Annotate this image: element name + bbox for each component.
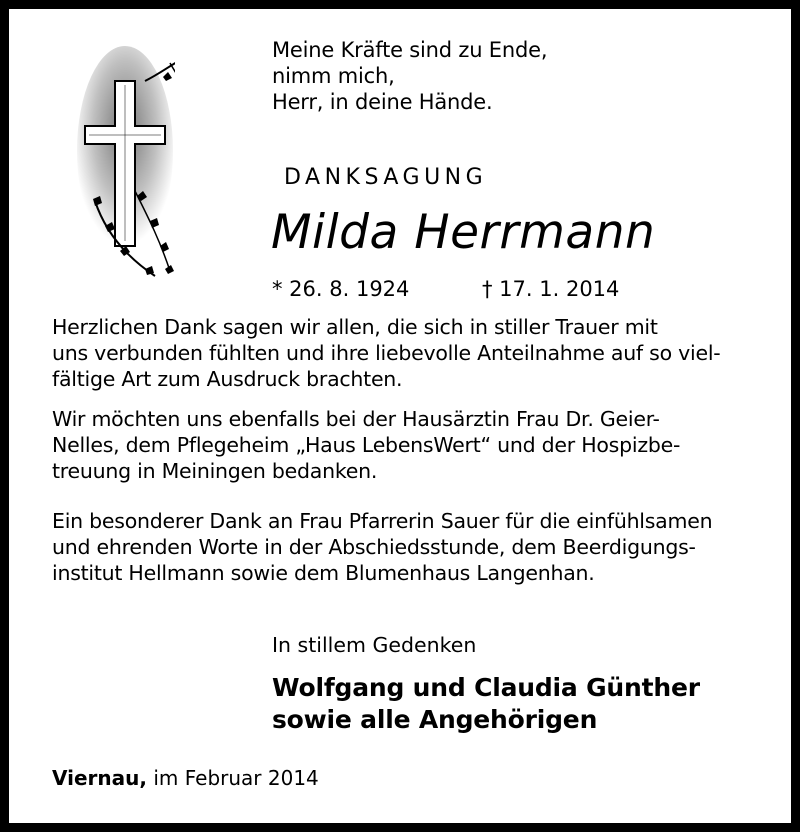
paragraph-line: Wir möchten uns ebenfalls bei der Hausärztin Frau Dr. Geier- bbox=[52, 407, 660, 431]
paragraph-line: institut Hellmann sowie dem Blumenhaus Langenhan. bbox=[52, 561, 595, 585]
signers bbox=[272, 672, 700, 736]
verse-line: Herr, in deine Hände. bbox=[272, 90, 493, 114]
notice-heading: DANKSAGUNG bbox=[284, 165, 488, 190]
cross-with-ivy-icon bbox=[75, 41, 175, 286]
thanks-paragraph bbox=[52, 406, 772, 484]
verse bbox=[272, 37, 547, 115]
life-dates bbox=[272, 277, 620, 301]
death-date: † 17. 1. 2014 bbox=[482, 277, 620, 301]
paragraph-line: und ehrenden Worte in der Abschiedsstunde, dem Beerdigungs- bbox=[52, 535, 696, 559]
birth-date: * 26. 8. 1924 bbox=[272, 277, 410, 301]
paragraph-line: uns verbunden fühlten und ihre liebevolle Anteilnahme auf so viel- bbox=[52, 341, 721, 365]
paragraph-line: fältige Art zum Ausdruck brachten. bbox=[52, 367, 403, 391]
place-and-date bbox=[52, 766, 319, 790]
place-town: Viernau, bbox=[52, 766, 147, 790]
verse-line: Meine Kräfte sind zu Ende, bbox=[272, 38, 548, 62]
verse-line: nimm mich, bbox=[272, 64, 395, 88]
paragraph-line: Ein besonderer Dank an Frau Pfarrerin Sauer für die einfühlsamen bbox=[52, 509, 713, 533]
thanks-paragraph bbox=[52, 508, 772, 586]
thanks-paragraph bbox=[52, 314, 772, 392]
paragraph-line: Herzlichen Dank sagen wir allen, die sich in stiller Trauer mit bbox=[52, 315, 658, 339]
deceased-name: Milda Herrmann bbox=[271, 205, 656, 260]
memorial-phrase: In stillem Gedenken bbox=[272, 633, 477, 657]
paragraph-line: Nelles, dem Pflegeheim „Haus LebensWert“ und der Hospizbe- bbox=[52, 433, 681, 457]
signer-line: sowie alle Angehörigen bbox=[272, 705, 598, 734]
place-date: im Februar 2014 bbox=[153, 766, 319, 790]
paragraph-line: treuung in Meiningen bedanken. bbox=[52, 459, 378, 483]
signer-line: Wolfgang und Claudia Günther bbox=[272, 673, 700, 702]
